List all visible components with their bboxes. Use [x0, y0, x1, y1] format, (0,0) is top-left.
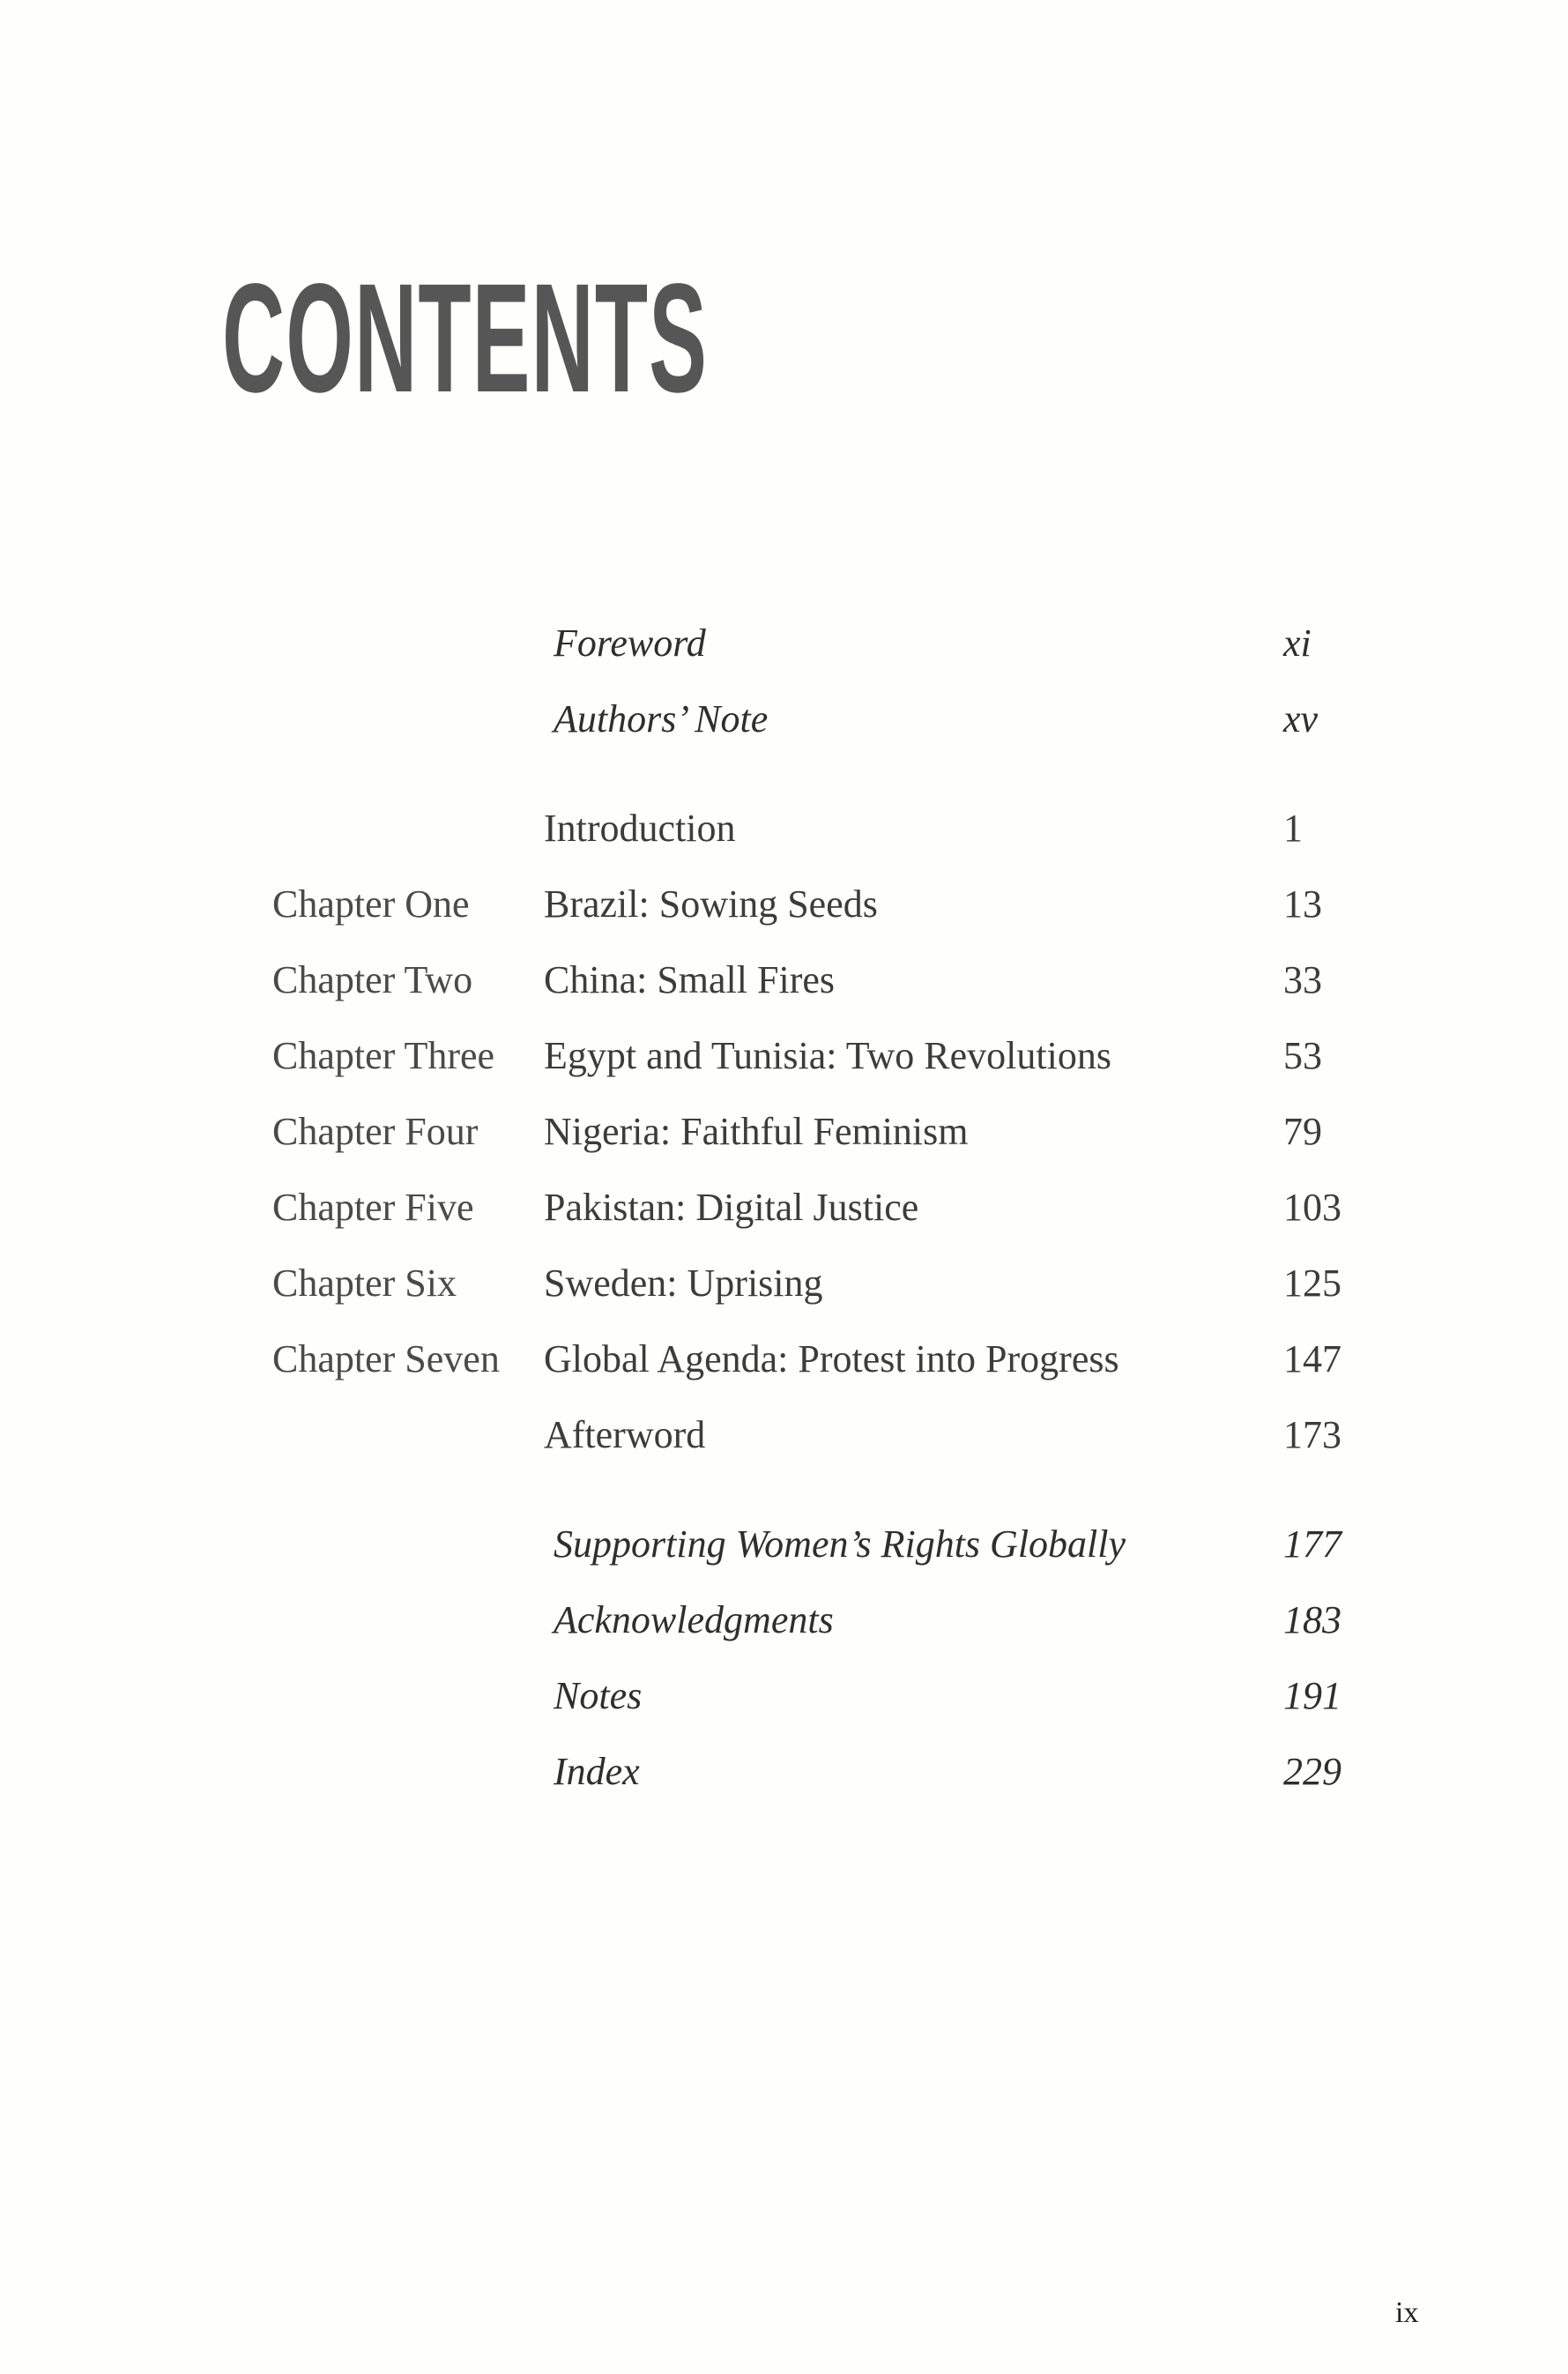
- toc-entry-chapter-two: [0, 954, 1568, 1007]
- entry-page: 1: [1283, 807, 1303, 850]
- entry-page: 177: [1283, 1522, 1341, 1566]
- chapter-label: Chapter Seven: [272, 1337, 500, 1380]
- chapter-label: Chapter Six: [272, 1261, 457, 1305]
- entry-title: Index: [554, 1750, 640, 1793]
- entry-page: 173: [1283, 1413, 1341, 1456]
- toc-entry-notes: [0, 1670, 1568, 1723]
- toc-entry-authors-note: [0, 693, 1568, 746]
- entry-page: 53: [1283, 1034, 1322, 1077]
- entry-page: xv: [1283, 697, 1319, 740]
- entry-page: 147: [1283, 1337, 1341, 1380]
- entry-title: Foreword: [554, 621, 706, 665]
- chapter-label: Chapter Two: [272, 958, 473, 1001]
- entry-page: 191: [1283, 1674, 1341, 1717]
- toc-entry-chapter-seven: [0, 1333, 1568, 1386]
- toc-entry-introduction: [0, 802, 1568, 855]
- chapter-label: Chapter Five: [272, 1186, 474, 1229]
- toc-entry-chapter-one: [0, 878, 1568, 931]
- toc-entry-supporting-womens-rights: [0, 1518, 1568, 1571]
- chapter-label: Chapter Three: [272, 1034, 495, 1077]
- entry-page: 229: [1283, 1750, 1341, 1793]
- entry-page: 79: [1283, 1110, 1322, 1153]
- page-title: CONTENTS: [222, 252, 709, 425]
- entry-title: Brazil: Sowing Seeds: [544, 882, 878, 926]
- toc-entry-index: [0, 1745, 1568, 1798]
- page-number: ix: [1395, 2296, 1419, 2329]
- entry-title: Global Agenda: Protest into Progress: [544, 1337, 1119, 1380]
- entry-title: Nigeria: Faithful Feminism: [544, 1110, 969, 1153]
- entry-title: Introduction: [544, 807, 736, 850]
- toc-entry-chapter-five: [0, 1181, 1568, 1234]
- entry-title: Afterword: [544, 1413, 706, 1456]
- entry-title: Egypt and Tunisia: Two Revolutions: [544, 1034, 1111, 1077]
- entry-page: 183: [1283, 1598, 1341, 1641]
- chapter-label: Chapter One: [272, 882, 470, 926]
- entry-title: Supporting Women’s Rights Globally: [554, 1522, 1126, 1566]
- toc-entry-chapter-six: [0, 1257, 1568, 1310]
- toc-entry-chapter-four: [0, 1105, 1568, 1158]
- toc-entry-chapter-three: [0, 1030, 1568, 1083]
- entry-title: Notes: [554, 1674, 643, 1717]
- entry-page: 13: [1283, 882, 1322, 926]
- entry-title: Pakistan: Digital Justice: [544, 1186, 919, 1229]
- toc-entry-acknowledgments: [0, 1594, 1568, 1647]
- entry-page: 103: [1283, 1186, 1341, 1229]
- toc-entry-foreword: [0, 617, 1568, 670]
- chapter-label: Chapter Four: [272, 1110, 479, 1153]
- entry-page: xi: [1283, 621, 1312, 665]
- entry-page: 33: [1283, 958, 1322, 1001]
- entry-title: Sweden: Uprising: [544, 1261, 823, 1305]
- entry-title: Acknowledgments: [554, 1598, 834, 1641]
- entry-page: 125: [1283, 1261, 1341, 1305]
- entry-title: China: Small Fires: [544, 958, 835, 1001]
- entry-title: Authors’ Note: [554, 697, 769, 740]
- toc-entry-afterword: [0, 1409, 1568, 1462]
